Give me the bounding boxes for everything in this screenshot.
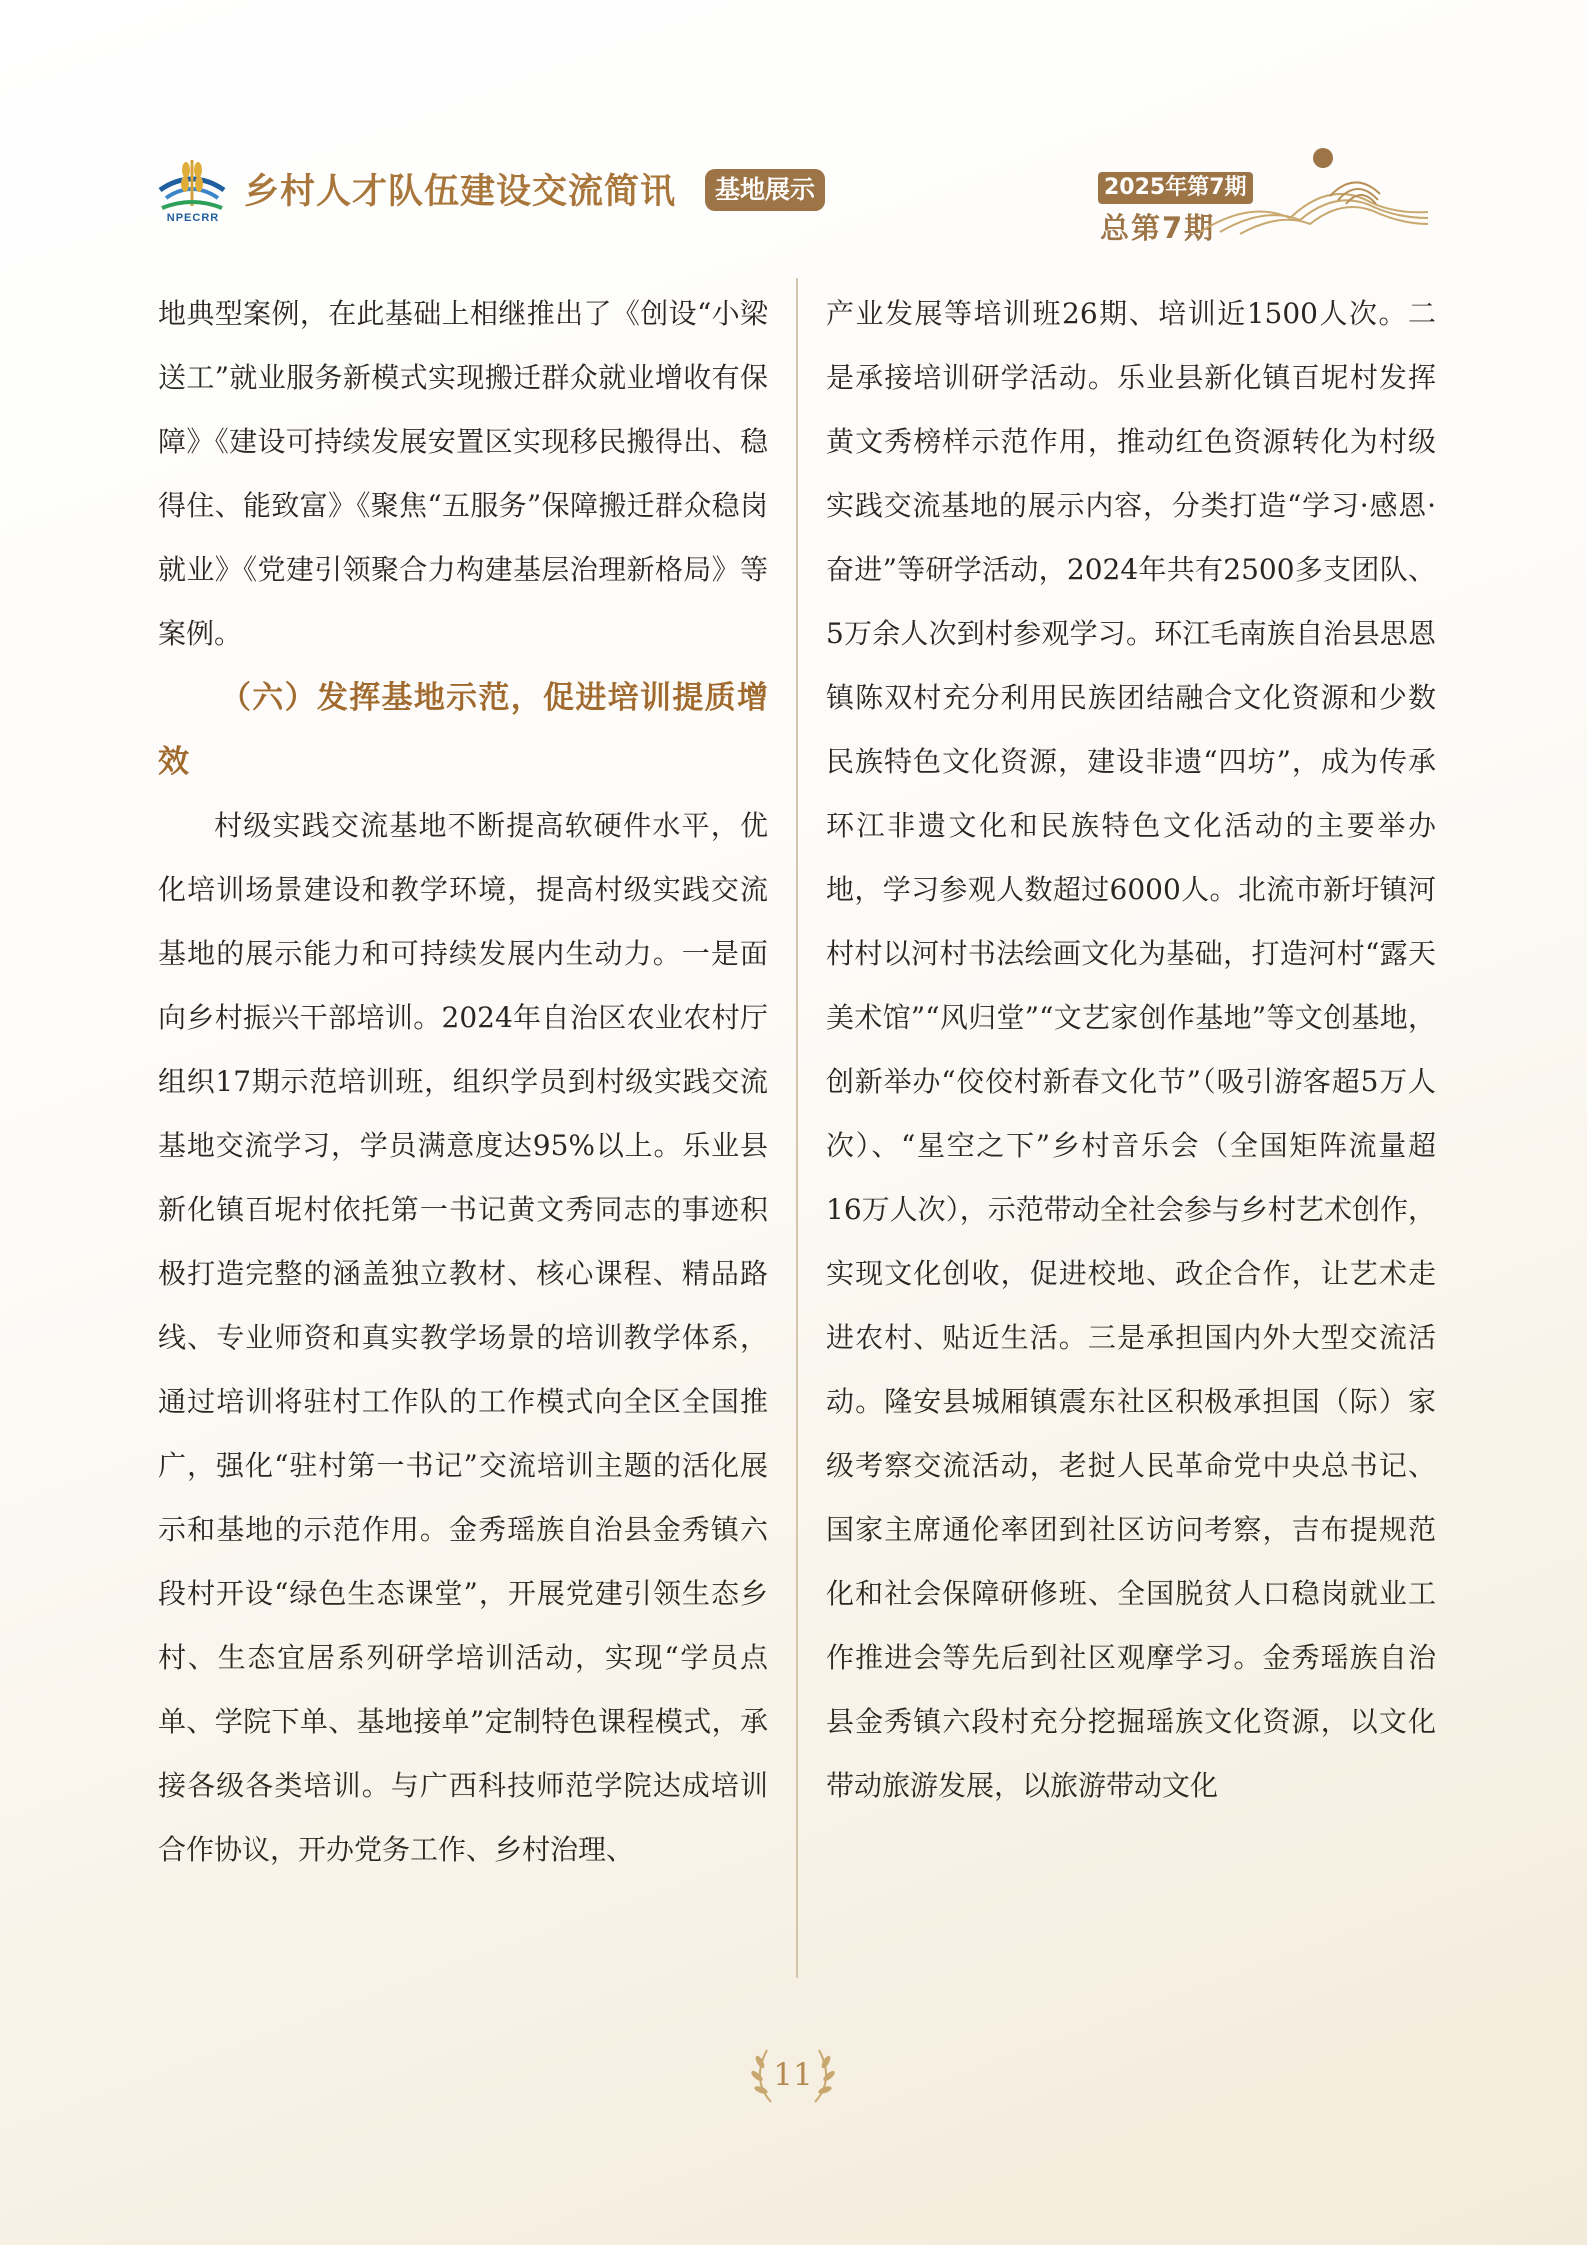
column-divider (796, 278, 798, 1978)
page-number (733, 2040, 853, 2110)
logo-text: NPECRR (166, 212, 220, 224)
right-column (826, 282, 1436, 1818)
section-heading: （六）发挥基地示范，促进培训提质增效 (158, 680, 768, 780)
paragraph: 产业发展等培训班26期、培训近1500人次。二是承接培训研学活动。乐业县新化镇百坭村发挥黄文秀榜样示范作用，推动红色资源转化为村级实践交流基地的展示内容，分类打造“学习·感恩·奋进”等研学活动，2024年共有2500多支团队、5万余人次到村参观学习。环江毛南族自治县思恩镇陈双村充分利用民族团结融合文化资源和少数民族特色文化资源，建设非遗“四坊”，成为传承环江非遗文化和民族特色文化活动的主要举办地，学习参观人数超过6000人。北流市新圩镇河村村以河村书法绘画文化为基础，打造河村“露天美术馆”“风归堂”“文艺家创作基地”等文创基地，创新举办“佼佼村新春文化节”（吸引游客超5万人次）、“星空之下”乡村音乐会（全国矩阵流量超16万人次），示范带动全社会参与乡村艺术创作，实现文化创收，促进校地、政企合作，让艺术走进农村、贴近生活。三是承担国内外大型交流活动。隆安县城厢镇震东社区积极承担国（际）家级考察交流活动，老挝人民革命党中央总书记、国家主席通伦率团到社区访问考察，吉布提规范化和社会保障研修班、全国脱贫人口稳岗就业工作推进会等先后到社区观摩学习。金秀瑶族自治县金秀镇六段村充分挖掘瑶族文化资源，以文化带动旅游发展，以旅游带动文化 (826, 297, 1436, 1802)
page-number-text: 11 (773, 2057, 813, 2093)
issue-year-badge: 2025年第7期 (1098, 172, 1253, 204)
issue-total: 总第7期 (1100, 211, 1216, 245)
paragraph: 地典型案例，在此基础上相继推出了《创设“小梁送工”就业服务新模式实现搬迁群众就业增收有保障》《建设可持续发展安置区实现移民搬得出、稳得住、能致富》《聚焦“五服务”保障搬迁群众稳岗就业》《党建引领聚合力构建基层治理新格局》等案例。 (158, 297, 768, 650)
publication-title: 乡村人才队伍建设交流简讯 (244, 172, 677, 212)
page-header (0, 0, 1587, 250)
left-column (158, 282, 768, 1882)
mountain-sun-icon (1180, 140, 1430, 240)
paragraph: 村级实践交流基地不断提高软硬件水平，优化培训场景建设和教学环境，提高村级实践交流基地的展示能力和可持续发展内生动力。一是面向乡村振兴干部培训。2024年自治区农业农村厅组织17期示范培训班，组织学员到村级实践交流基地交流学习，学员满意度达95%以上。乐业县新化镇百坭村依托第一书记黄文秀同志的事迹积极打造完整的涵盖独立教材、核心课程、精品路线、专业师资和真实教学场景的培训教学体系，通过培训将驻村工作队的工作模式向全区全国推广，强化“驻村第一书记”交流培训主题的活化展示和基地的示范作用。金秀瑶族自治县金秀镇六段村开设“绿色生态课堂”，开展党建引领生态乡村、生态宜居系列研学培训活动，实现“学员点单、学院下单、基地接单”定制特色课程模式，承接各级各类培训。与广西科技师范学院达成培训合作协议，开办党务工作、乡村治理、 (158, 809, 768, 1866)
section-badge: 基地展示 (705, 169, 825, 211)
